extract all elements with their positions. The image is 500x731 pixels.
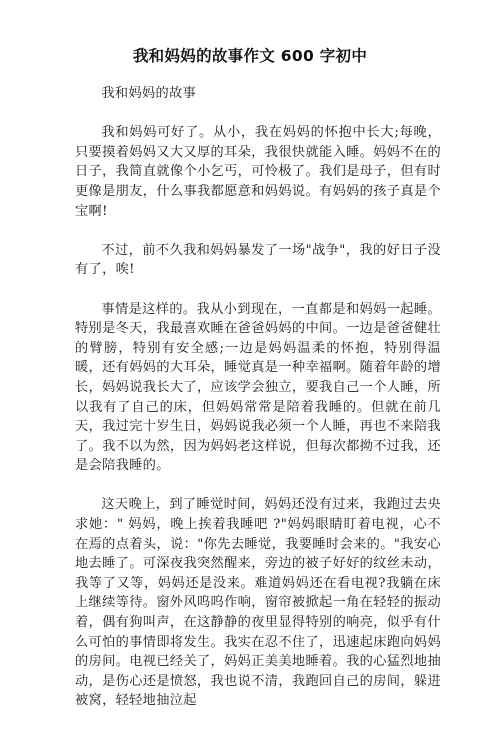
document-body xyxy=(75,84,441,731)
paragraph-2: 不过，前不久我和妈妈暴发了一场"战争"，我的好日子没有了，唉! xyxy=(75,242,441,278)
paragraph-4: 这天晚上，到了睡觉时间，妈妈还没有过来，我跑过去央求她：" 妈妈，晚上挨着我睡吧 ?"妈妈眼睛盯着电视，心不在焉的点着头，说："你先去睡觉，我要睡时会来的。"我安心地去睡了。可深夜我突然醒来，旁边的被子好好的纹丝未动，我等了又等，妈妈还是没来。难道妈妈还在看电视?我躺在床上继续等待。窗外风呜呜作响，窗帘被掀起一角在轻轻的振动着，偶有狗叫声，在这静静的夜里显得特别的响亮，似乎有什么可怕的事情即将发生。我实在忍不住了，迅速起床跑向妈妈的房间。电视已经关了，妈妈正美美地睡着。我的心猛烈地抽动，是伤心还是愤怒，我也说不清，我跑回自己的房间，躲进被窝，轻轻地抽泣起 xyxy=(75,497,441,709)
paragraph-1: 我和妈妈可好了。从小，我在妈妈的怀抱中长大;每晚，只要摸着妈妈又大又厚的耳朵，我很快就能入睡。妈妈不在的日子，我简直就像个小乞丐，可怜极了。我们是母子，但有时更像是朋友，什么事我都愿意和妈妈说。有妈妈的孩子真是个宝啊! xyxy=(75,125,441,219)
document-subtitle: 我和妈妈的故事 xyxy=(101,86,197,101)
paragraph-3: 事情是这样的。我从小到现在，一直都是和妈妈一起睡。特别是冬天，我最喜欢睡在爸爸妈妈的中间。一边是爸爸健壮的臂膀，特别有安全感;一边是妈妈温柔的怀抱，特别得温暖，还有妈妈的大耳朵，睡觉真是一种幸福啊。随着年龄的增长，妈妈说我长大了，应该学会独立，要我自己一个人睡，所以我有了自己的床，但妈妈常常是陪着我睡的。但就在前几天，我过完十岁生日，妈妈说我必须一个人睡，再也不来陪我了。我不以为然，因为妈妈老这样说，但每次都拗不过我，还是会陪我睡的。 xyxy=(75,301,441,474)
document-title: 我和妈妈的故事作文 600 字初中 xyxy=(132,47,368,65)
